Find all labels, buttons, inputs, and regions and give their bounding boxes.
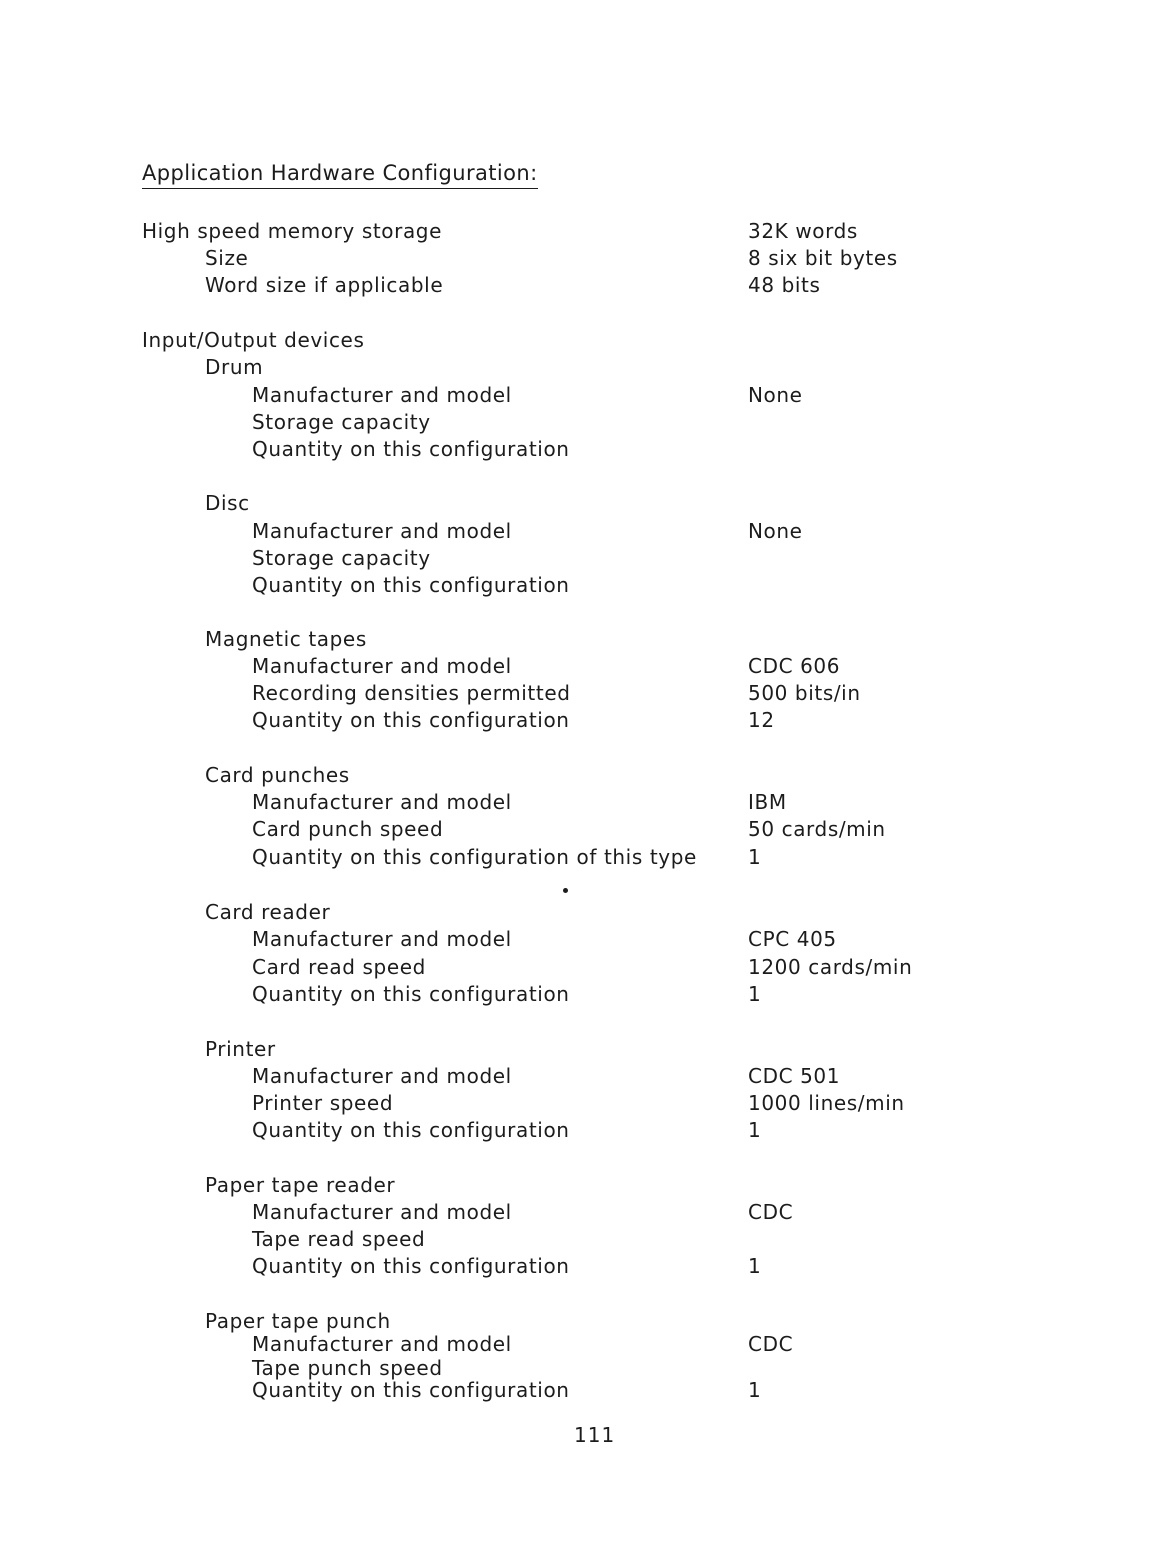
punches-speed-label: Card punch speed xyxy=(252,817,444,841)
ptreader-speed-label: Tape read speed xyxy=(252,1227,426,1251)
page-number: 111 xyxy=(574,1423,616,1447)
disc-quantity-label: Quantity on this configuration xyxy=(252,573,570,597)
drum-manufacturer-label: Manufacturer and model xyxy=(252,383,512,407)
punches-title: Card punches xyxy=(205,763,350,787)
reader-manufacturer-label: Manufacturer and model xyxy=(252,927,512,951)
drum-storage-label: Storage capacity xyxy=(252,410,431,434)
ptreader-quantity-value: 1 xyxy=(748,1254,762,1278)
ptreader-quantity-label: Quantity on this configuration xyxy=(252,1254,570,1278)
ptpunch-title: Paper tape punch xyxy=(205,1309,391,1333)
ptpunch-quantity-value: 1 xyxy=(748,1378,762,1402)
tapes-quantity-label: Quantity on this configuration xyxy=(252,708,570,732)
punches-speed-value: 50 cards/min xyxy=(748,817,886,841)
punches-manufacturer-label: Manufacturer and model xyxy=(252,790,512,814)
drum-quantity-label: Quantity on this configuration xyxy=(252,437,570,461)
printer-speed-label: Printer speed xyxy=(252,1091,394,1115)
ptpunch-manufacturer-value: CDC xyxy=(748,1332,794,1356)
memory-size-label: Size xyxy=(205,246,249,270)
printer-manufacturer-value: CDC 501 xyxy=(748,1064,841,1088)
printer-quantity-label: Quantity on this configuration xyxy=(252,1118,570,1142)
tapes-manufacturer-value: CDC 606 xyxy=(748,654,841,678)
stray-dot-mark xyxy=(563,888,568,893)
reader-quantity-label: Quantity on this configuration xyxy=(252,982,570,1006)
printer-manufacturer-label: Manufacturer and model xyxy=(252,1064,512,1088)
ptpunch-quantity-label: Quantity on this configuration xyxy=(252,1378,570,1402)
reader-manufacturer-value: CPC 405 xyxy=(748,927,837,951)
disc-storage-label: Storage capacity xyxy=(252,546,431,570)
disc-manufacturer-value: None xyxy=(748,519,803,543)
reader-speed-value: 1200 cards/min xyxy=(748,955,913,979)
reader-quantity-value: 1 xyxy=(748,982,762,1006)
printer-quantity-value: 1 xyxy=(748,1118,762,1142)
tapes-title: Magnetic tapes xyxy=(205,627,367,651)
ptreader-manufacturer-value: CDC xyxy=(748,1200,794,1224)
reader-title: Card reader xyxy=(205,900,331,924)
printer-speed-value: 1000 lines/min xyxy=(748,1091,905,1115)
tapes-manufacturer-label: Manufacturer and model xyxy=(252,654,512,678)
memory-value: 32K words xyxy=(748,219,858,243)
punches-manufacturer-value: IBM xyxy=(748,790,787,814)
punches-quantity-label: Quantity on this configuration of this type xyxy=(252,845,697,869)
memory-word-value: 48 bits xyxy=(748,273,821,297)
drum-title: Drum xyxy=(205,355,264,379)
drum-manufacturer-value: None xyxy=(748,383,803,407)
punches-quantity-value: 1 xyxy=(748,845,762,869)
memory-size-value: 8 six bit bytes xyxy=(748,246,898,270)
disc-title: Disc xyxy=(205,491,250,515)
memory-label: High speed memory storage xyxy=(142,219,442,243)
tapes-density-label: Recording densities permitted xyxy=(252,681,571,705)
tapes-density-value: 500 bits/in xyxy=(748,681,861,705)
printer-title: Printer xyxy=(205,1037,276,1061)
disc-manufacturer-label: Manufacturer and model xyxy=(252,519,512,543)
ptreader-manufacturer-label: Manufacturer and model xyxy=(252,1200,512,1224)
memory-word-label: Word size if applicable xyxy=(205,273,444,297)
ptpunch-manufacturer-label: Manufacturer and model xyxy=(252,1332,512,1356)
io-label: Input/Output devices xyxy=(142,328,365,352)
ptreader-title: Paper tape reader xyxy=(205,1173,396,1197)
reader-speed-label: Card read speed xyxy=(252,955,426,979)
tapes-quantity-value: 12 xyxy=(748,708,775,732)
ptpunch-speed-label: Tape punch speed xyxy=(252,1356,443,1380)
page-heading: Application Hardware Configuration: xyxy=(142,160,538,189)
